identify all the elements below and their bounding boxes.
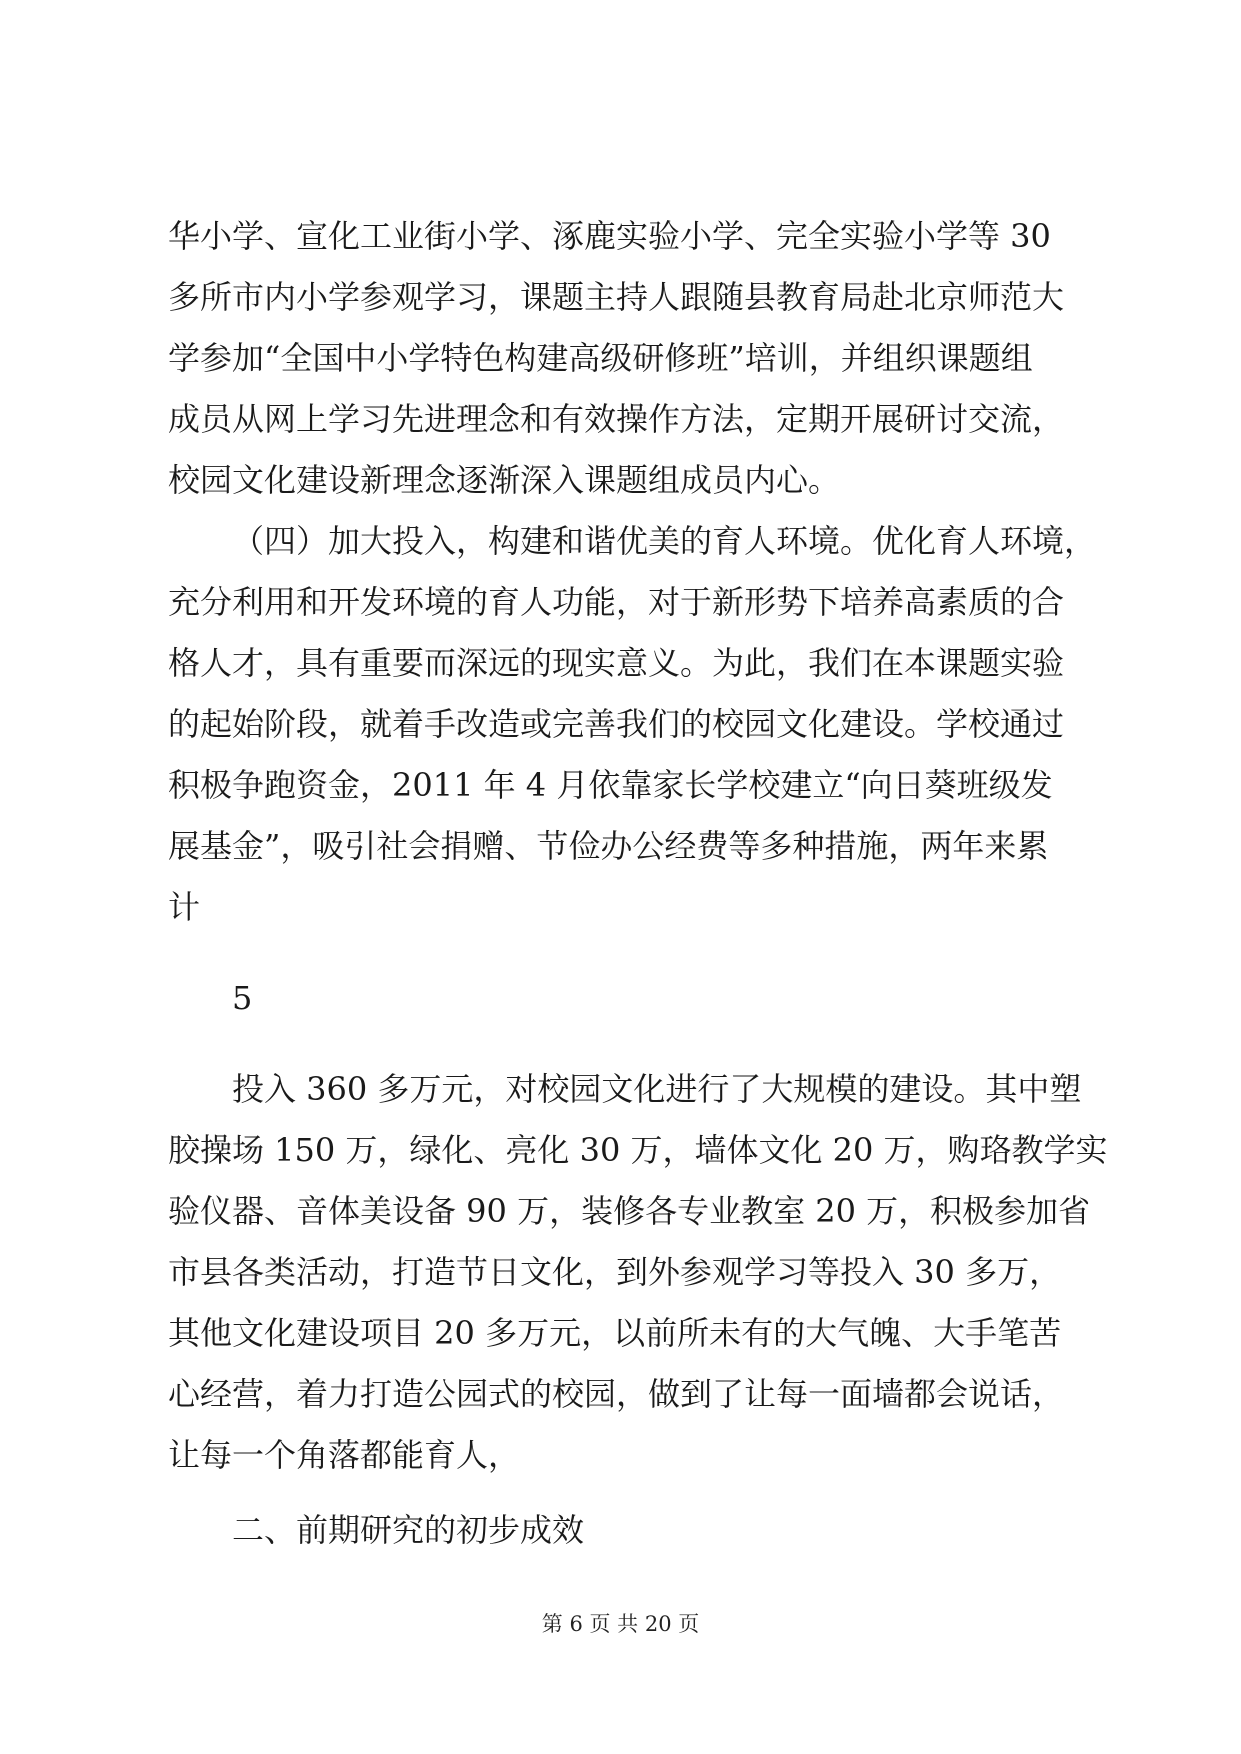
text-line: 胶操场 150 万，绿化、亮化 30 万，墙体文化 20 万，购珞教学实 [168,1131,1108,1169]
section-heading: 二、前期研究的初步成效 [232,1511,585,1549]
text-line: （四）加大投入，构建和谐优美的育人环境。优化育人环境， [232,522,1097,560]
text-line: 市县各类活动，打造节日文化，到外参观学习等投入 30 多万， [168,1253,1062,1291]
document-body [168,206,1108,1561]
text-line: 学参加“全国中小学特色构建高级研修班”培训，并组织课题组 [168,339,1033,377]
text-line: 华小学、宣化工业街小学、涿鹿实验小学、完全实验小学等 30 [168,217,1051,255]
inline-page-number: 5 [232,979,253,1017]
text-line: 校园文化建设新理念逐渐深入课题组成员内心。 [168,461,841,499]
spacer [168,938,1088,968]
text-line: 多所市内小学参观学习，课题主持人跟随县教育局赴北京师范大 [168,278,1065,316]
text-line: 其他文化建设项目 20 多万元，以前所未有的大气魄、大手笔苦 [168,1314,1062,1352]
text-line: 心经营，着力打造公园式的校园，做到了让每一面墙都会说话， [168,1375,1065,1413]
text-line: 积极争跑资金，2011 年 4 月依靠家长学校建立“向日葵班级发 [168,766,1053,804]
text-line: 验仪器、音体美设备 90 万，装修各专业教室 20 万，积极参加省 [168,1192,1091,1230]
text-line: 成员从网上学习先进理念和有效操作方法，定期开展研讨交流， [168,400,1065,438]
text-line: 投入 360 多万元，对校园文化进行了大规模的建设。其中塑 [232,1070,1082,1108]
text-line: 计 [168,888,201,926]
text-line: 让每一个角落都能育人， [168,1436,521,1474]
paragraph-1 [168,206,1088,511]
text-line: 展基金”，吸引社会捐赠、节俭办公经费等多种措施，两年来累 [168,827,1049,865]
text-line: 充分利用和开发环境的育人功能，对于新形势下培养高素质的合 [168,583,1065,621]
paragraph-3 [168,1059,1108,1486]
paragraph-2 [168,511,1097,938]
text-line: 的起始阶段，就着手改造或完善我们的校园文化建设。学校通过 [168,705,1065,743]
text-line: 格人才，具有重要而深远的现实意义。为此，我们在本课题实验 [168,644,1065,682]
spacer [168,1029,1088,1059]
page-footer: 第 6 页 共 20 页 [541,1612,700,1636]
